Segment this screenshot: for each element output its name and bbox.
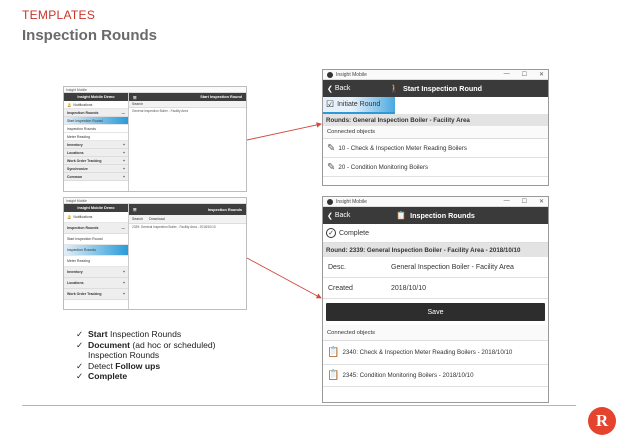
bullet-item: ✓ Detect Follow ups xyxy=(76,360,161,371)
clipboard-icon: 📋 xyxy=(327,370,340,381)
thumb-sidebar xyxy=(64,93,129,191)
chevron-left-icon: ❮ xyxy=(327,212,333,220)
window-start-inspection-round xyxy=(322,69,549,186)
thumb-group-locations[interactable]: Locations + xyxy=(64,149,128,157)
plus-icon: + xyxy=(122,270,125,274)
plus-icon: + xyxy=(122,142,125,147)
clipboard-icon: 📋 xyxy=(327,347,340,358)
app-logo-icon xyxy=(327,199,333,205)
thumb-list-row[interactable]: General Inspection Boiler - Facility Area xyxy=(132,109,188,113)
check-circle-icon: ✓ xyxy=(326,228,336,238)
bullet-item: ✓ Start Inspection Rounds xyxy=(76,329,182,339)
connected-objects-heading: Connected objects xyxy=(323,126,548,139)
thumb-window-title: Insight Mobile xyxy=(66,87,87,92)
thumb-item-start-round[interactable]: Start Inspection Round xyxy=(64,117,128,125)
thumb-group-locations[interactable]: Locations + xyxy=(64,278,128,289)
thumb-item-start-round[interactable]: Start Inspection Round xyxy=(64,234,128,245)
slide-title: Inspection Rounds xyxy=(22,27,157,44)
bell-icon: 🔔 xyxy=(67,102,72,107)
connected-object-item[interactable]: ✎ 20 - Condition Monitoring Boilers xyxy=(323,158,548,177)
list-check-icon: ☑ xyxy=(326,99,335,109)
thumb-group-work-order[interactable]: Work Order Tracking + xyxy=(64,157,128,165)
thumb-header: ☰ Start Inspection Round xyxy=(129,93,246,101)
screen-header xyxy=(323,207,548,224)
window-inspection-rounds xyxy=(322,196,549,403)
arrow-to-inspection-rounds xyxy=(247,258,321,298)
menu-icon[interactable]: ☰ xyxy=(133,95,137,100)
plus-icon: + xyxy=(122,292,125,296)
thumb-toolbar xyxy=(129,215,246,224)
connected-object-item[interactable]: 📋 2340: Check & Inspection Meter Reading Boilers - 2018/10/10 xyxy=(323,341,548,365)
thumb-search[interactable]: Search xyxy=(132,102,144,106)
thumb-item-rounds[interactable]: Inspection Rounds xyxy=(64,245,128,256)
thumb-list-row[interactable]: 2339: General Inspection Boiler - Facility Area - 2018/10/10 xyxy=(132,225,216,229)
plus-icon: + xyxy=(122,150,125,155)
bullet-continuation: Inspection Rounds xyxy=(88,350,160,361)
close-icon[interactable]: ✕ xyxy=(538,72,544,78)
plus-icon: + xyxy=(122,174,125,179)
pencil-icon: ✎ xyxy=(327,161,336,173)
checkmark-icon: ✓ xyxy=(76,371,84,382)
thumb-item-meter[interactable]: Meter Reading xyxy=(64,133,128,141)
bullet-item: ✓ Document (ad hoc or scheduled) xyxy=(76,339,216,350)
initiate-round-button[interactable]: ☑ Initiate Round xyxy=(323,97,395,114)
thumb-item-meter[interactable]: Meter Reading xyxy=(64,256,128,267)
brand-logo: R xyxy=(588,407,616,435)
minimize-icon[interactable]: — xyxy=(503,198,510,204)
collapse-icon: — xyxy=(121,226,125,230)
window-title: Insight Mobile xyxy=(336,198,367,205)
window-title: Insight Mobile xyxy=(336,71,367,78)
walking-person-icon: 🚶 xyxy=(388,84,399,93)
checkmark-icon: ✓ xyxy=(76,329,84,339)
screen-title: Inspection Rounds xyxy=(410,211,475,220)
plus-icon: + xyxy=(122,166,125,171)
thumb-group-common[interactable]: Common + xyxy=(64,173,128,181)
checkmark-icon: ✓ xyxy=(76,360,84,371)
round-label: Rounds: General Inspection Boiler - Facility Area xyxy=(323,114,548,126)
thumb-window-title: Insight Mobile xyxy=(66,198,87,203)
checkmark-icon: ✓ xyxy=(76,339,84,350)
close-icon[interactable]: ✕ xyxy=(538,199,544,205)
maximize-icon[interactable]: ☐ xyxy=(521,199,527,205)
round-label: Round: 2339: General Inspection Boiler - Facility Area - 2018/10/10 xyxy=(323,243,548,257)
thumb-search[interactable]: Search xyxy=(132,217,144,221)
screen-header xyxy=(323,80,548,97)
chevron-left-icon: ❮ xyxy=(327,85,333,93)
maximize-icon[interactable]: ☐ xyxy=(521,72,527,78)
footer-divider xyxy=(22,405,576,406)
save-button[interactable]: Save xyxy=(326,303,545,321)
clipboard-icon: 📋 xyxy=(396,211,407,220)
thumb-header: ☰ Inspection Rounds xyxy=(129,204,246,215)
collapse-icon: — xyxy=(121,110,125,115)
window-titlebar xyxy=(323,70,548,80)
menu-icon[interactable]: ☰ xyxy=(133,208,137,212)
back-button[interactable]: ❮ Back xyxy=(327,85,351,93)
thumb-group-work-order[interactable]: Work Order Tracking + xyxy=(64,289,128,300)
thumbnail-start-round xyxy=(63,86,247,192)
thumb-group-inventory[interactable]: Inventory + xyxy=(64,267,128,278)
thumb-group-inventory[interactable]: Inventory + xyxy=(64,141,128,149)
thumb-app-name: Insight Mobile Demo xyxy=(64,204,128,212)
thumb-group-inspection[interactable]: Inspection Rounds — xyxy=(64,109,128,117)
thumb-notifications[interactable]: 🔔 Notifications xyxy=(64,101,128,109)
plus-icon: + xyxy=(122,281,125,285)
bell-icon: 🔔 xyxy=(67,215,72,219)
connected-object-item[interactable]: 📋 2345: Condition Monitoring Boilers - 2018/10/10 xyxy=(323,365,548,387)
back-button[interactable]: ❮ Back xyxy=(327,212,351,220)
window-titlebar xyxy=(323,197,548,207)
connected-object-item[interactable]: ✎ 10 - Check & Inspection Meter Reading Boilers xyxy=(323,139,548,158)
bullet-item: ✓ Complete xyxy=(76,371,128,382)
thumbnail-rounds xyxy=(63,197,247,310)
thumb-toolbar xyxy=(129,101,246,108)
created-row: Created 2018/10/10 xyxy=(323,278,548,299)
thumb-app-name: Insight Mobile Demo xyxy=(64,93,128,101)
thumb-sidebar xyxy=(64,204,129,309)
thumb-group-inspection[interactable]: Inspection Rounds — xyxy=(64,223,128,234)
desc-row: Desc. General Inspection Boiler - Facility Area xyxy=(323,257,548,278)
pencil-icon: ✎ xyxy=(327,142,336,154)
connected-objects-heading: Connected objects xyxy=(323,325,548,341)
slide-kicker: TEMPLATES xyxy=(22,8,96,22)
screen-title: Start Inspection Round xyxy=(402,84,483,93)
feature-bullets xyxy=(76,329,216,382)
thumb-download[interactable]: Download xyxy=(149,217,165,221)
complete-button[interactable]: ✓ Complete xyxy=(323,224,548,243)
app-logo-icon xyxy=(327,72,333,78)
minimize-icon[interactable]: — xyxy=(503,71,510,77)
thumb-item-rounds[interactable]: Inspection Rounds xyxy=(64,125,128,133)
arrow-to-start-round xyxy=(247,124,321,140)
thumb-group-synchronize[interactable]: Synchronize + xyxy=(64,165,128,173)
plus-icon: + xyxy=(122,158,125,163)
thumb-notifications[interactable]: 🔔 Notifications xyxy=(64,212,128,223)
